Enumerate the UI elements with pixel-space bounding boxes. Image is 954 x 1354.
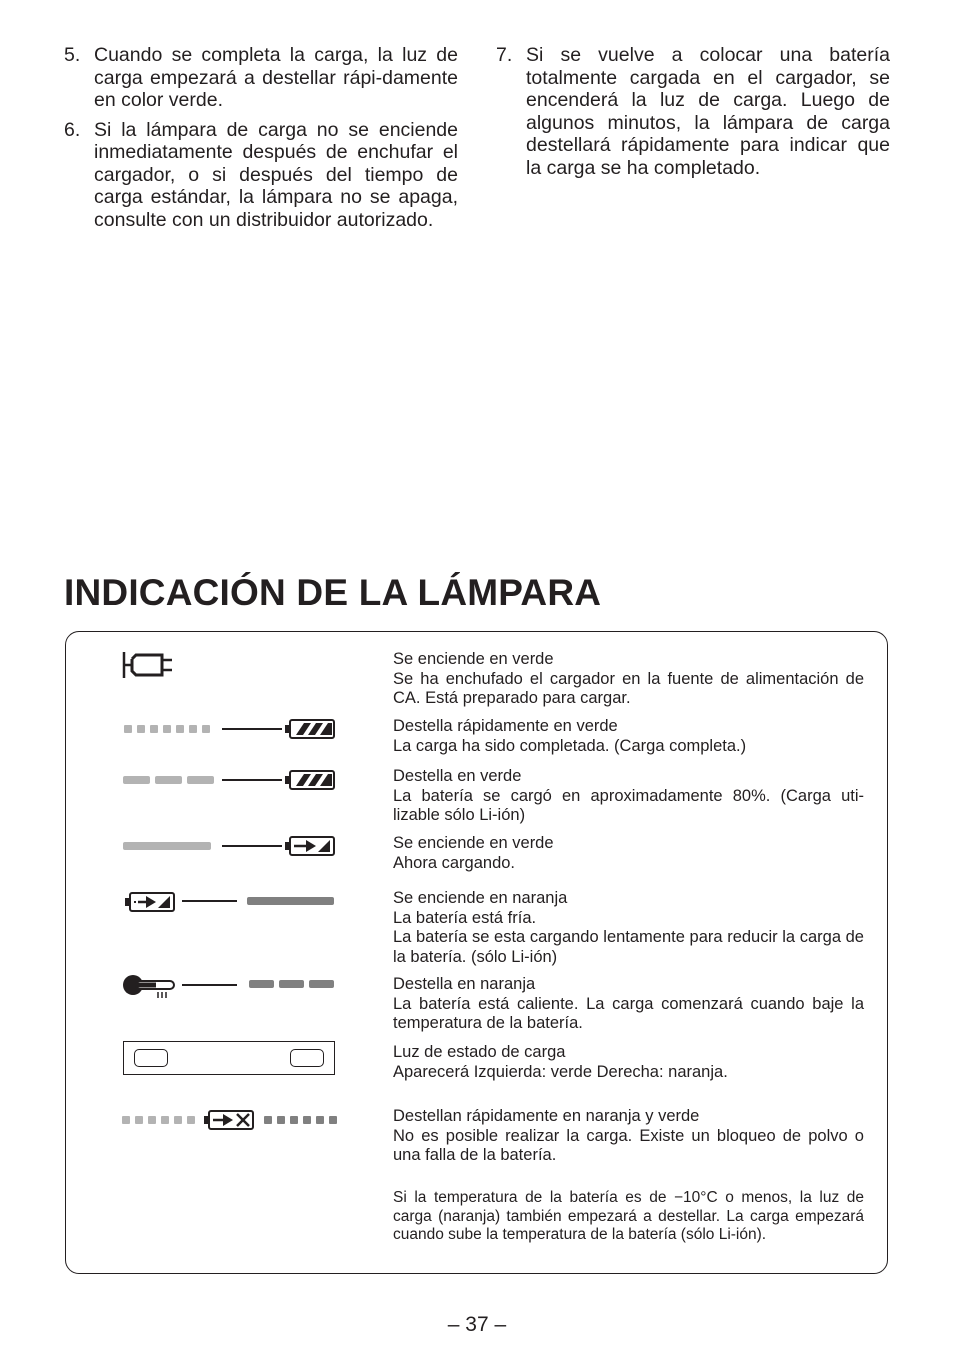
row-body: La batería se cargó en aproximadamente 80%. (Carga uti-lizable sólo Li-ión)	[393, 786, 864, 824]
connector-line	[182, 900, 237, 902]
row-description	[393, 767, 864, 826]
item-number: 6.	[64, 118, 81, 141]
row-description	[393, 975, 864, 1034]
section-title: INDICACIÓN DE LA LÁMPARA	[64, 572, 602, 613]
row-title: Luz de estado de carga	[393, 1043, 566, 1061]
thermometer-icon	[122, 973, 178, 1001]
row-body-2: La batería se esta cargando lentamente para reducir la carga de la batería. (sólo Li-ión)	[393, 928, 864, 966]
status-lights-icon	[123, 1041, 335, 1075]
connector-line	[222, 728, 282, 730]
item-number: 5.	[64, 44, 81, 66]
battery-charging-icon	[284, 835, 336, 857]
item-number: 7.	[496, 44, 513, 66]
battery-full-icon	[284, 769, 336, 791]
fast-blink-dots	[122, 1116, 195, 1124]
row-title: Destella rápidamente en verde	[393, 717, 618, 735]
row-body: La batería está fría.	[393, 908, 537, 927]
steady-bar	[123, 842, 211, 850]
row-body: La carga ha sido completada. (Carga completa.)	[393, 736, 747, 755]
instructions-left-column	[64, 44, 458, 238]
steady-bar	[247, 897, 334, 905]
row-body: La batería está caliente. La carga comenzará cuando baje la temperatura de la batería.	[393, 994, 864, 1032]
row-description	[393, 1107, 864, 1166]
row-description	[393, 834, 864, 873]
battery-full-icon	[284, 718, 336, 740]
right-lamp	[290, 1049, 324, 1067]
plug-icon	[122, 650, 176, 680]
row-body: Ahora cargando.	[393, 853, 516, 872]
item-text: Si se vuelve a colocar una batería totalmente cargada en el cargador, se encenderá la luz de carga. Luego de algunos minutos, la lámpara de carga destellará rápidamente para indicar que la carga se ha completado.	[526, 44, 890, 179]
row-title: Se enciende en verde	[393, 834, 554, 852]
instruction-item	[64, 119, 458, 232]
fast-blink-dots	[124, 725, 210, 733]
row-title: Destella en verde	[393, 767, 522, 785]
row-body: Se ha enchufado el cargador en la fuente de alimentación de CA. Está preparado para cargar.	[393, 669, 864, 707]
page-number: – 37 –	[447, 1313, 507, 1336]
row-body: No es posible realizar la carga. Existe un bloqueo de polvo o una falla de la batería.	[393, 1126, 864, 1164]
connector-line	[182, 984, 237, 986]
connector-line	[222, 779, 282, 781]
row-title: Destella en naranja	[393, 975, 536, 993]
blink-dashes	[123, 776, 214, 784]
instruction-item	[496, 44, 890, 179]
instruction-item	[64, 44, 458, 112]
row-body: Aparecerá Izquierda: verde Derecha: naranja.	[393, 1062, 728, 1081]
item-text: Si la lámpara de carga no se enciende inmediatamente después de enchufar el cargador, o si después del tiempo de carga estándar, la lámpara no se apaga, consulte con un distribuidor autorizado.	[94, 118, 458, 231]
temperature-note	[393, 1189, 864, 1245]
left-lamp	[134, 1049, 168, 1067]
instructions-right-column	[496, 44, 890, 186]
row-description	[393, 717, 864, 756]
row-title: Se enciende en naranja	[393, 889, 568, 907]
row-title: Se enciende en verde	[393, 650, 554, 668]
item-text: Cuando se completa la carga, la luz de carga empezará a destellar rápi-damente en color verde.	[94, 44, 458, 111]
row-description	[393, 1043, 864, 1082]
row-title: Destellan rápidamente en naranja y verde	[393, 1107, 700, 1125]
blink-dashes	[249, 980, 334, 988]
row-description	[393, 889, 864, 967]
note-text: Si la temperatura de la batería es de −10°C o menos, la luz de carga (naranja) también empezará a destellar. La carga empezará cuando sube la temperatura de la batería (sólo Li-ión).	[393, 1189, 864, 1243]
connector-line	[222, 845, 282, 847]
battery-cold-icon	[124, 891, 176, 913]
battery-error-icon	[203, 1109, 255, 1131]
fast-blink-dots	[264, 1116, 337, 1124]
row-description	[393, 650, 864, 709]
